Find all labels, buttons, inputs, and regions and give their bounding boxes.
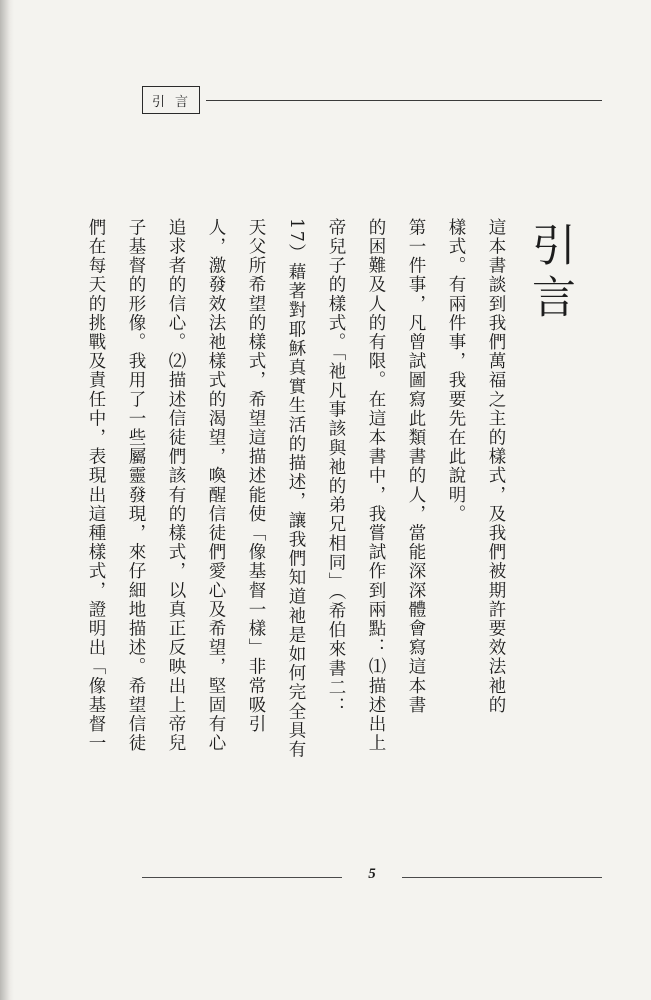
body-text — [76, 218, 516, 840]
text-column: 第一件事，凡曾試圖寫此類書的人，當能深深體會寫這本書 — [406, 218, 426, 715]
running-header-label: 引言 — [142, 86, 200, 114]
text-column: 人，激發效法祂樣式的渴望，喚醒信徒們愛心及希望，堅固有心 — [206, 218, 226, 753]
text-column: 子基督的形像。我用了一些屬靈發現，來仔細地描述。希望信徒 — [126, 218, 146, 753]
text-column: 樣式。有兩件事，我要先在此說明。 — [446, 218, 466, 524]
chapter-title: 引言 — [524, 222, 575, 326]
text-column: 追求者的信心。⑵描述信徒們該有的樣式，以真正反映出上帝兒 — [166, 218, 186, 753]
footer-rule-right — [402, 877, 602, 878]
running-header — [142, 86, 602, 116]
page-number: 5 — [368, 866, 376, 882]
text-column: 帝兒子的樣式。「祂凡事該與祂的弟兄相同」（希伯來書二： — [326, 218, 346, 717]
text-column: 的困難及人的有限。在這本書中，我嘗試作到兩點：⑴描述出上 — [366, 218, 386, 753]
page-edge-shadow — [0, 0, 14, 1000]
text-column: 們在每天的挑戰及責任中，表現出這種樣式，證明出「像基督一 — [86, 218, 106, 753]
text-column: 這本書談到我們萬福之主的樣式，及我們被期許要效法祂的 — [486, 218, 506, 715]
footer-rule-left — [142, 877, 342, 878]
text-column: 天父所希望的樣式，希望這描述能使「像基督一樣」非常吸引 — [246, 218, 266, 734]
header-rule — [206, 100, 602, 101]
page-footer — [142, 866, 602, 890]
text-column: 17）藉著對耶穌真實生活的描述，讓我們知道祂是如何完全具有 — [286, 218, 306, 760]
